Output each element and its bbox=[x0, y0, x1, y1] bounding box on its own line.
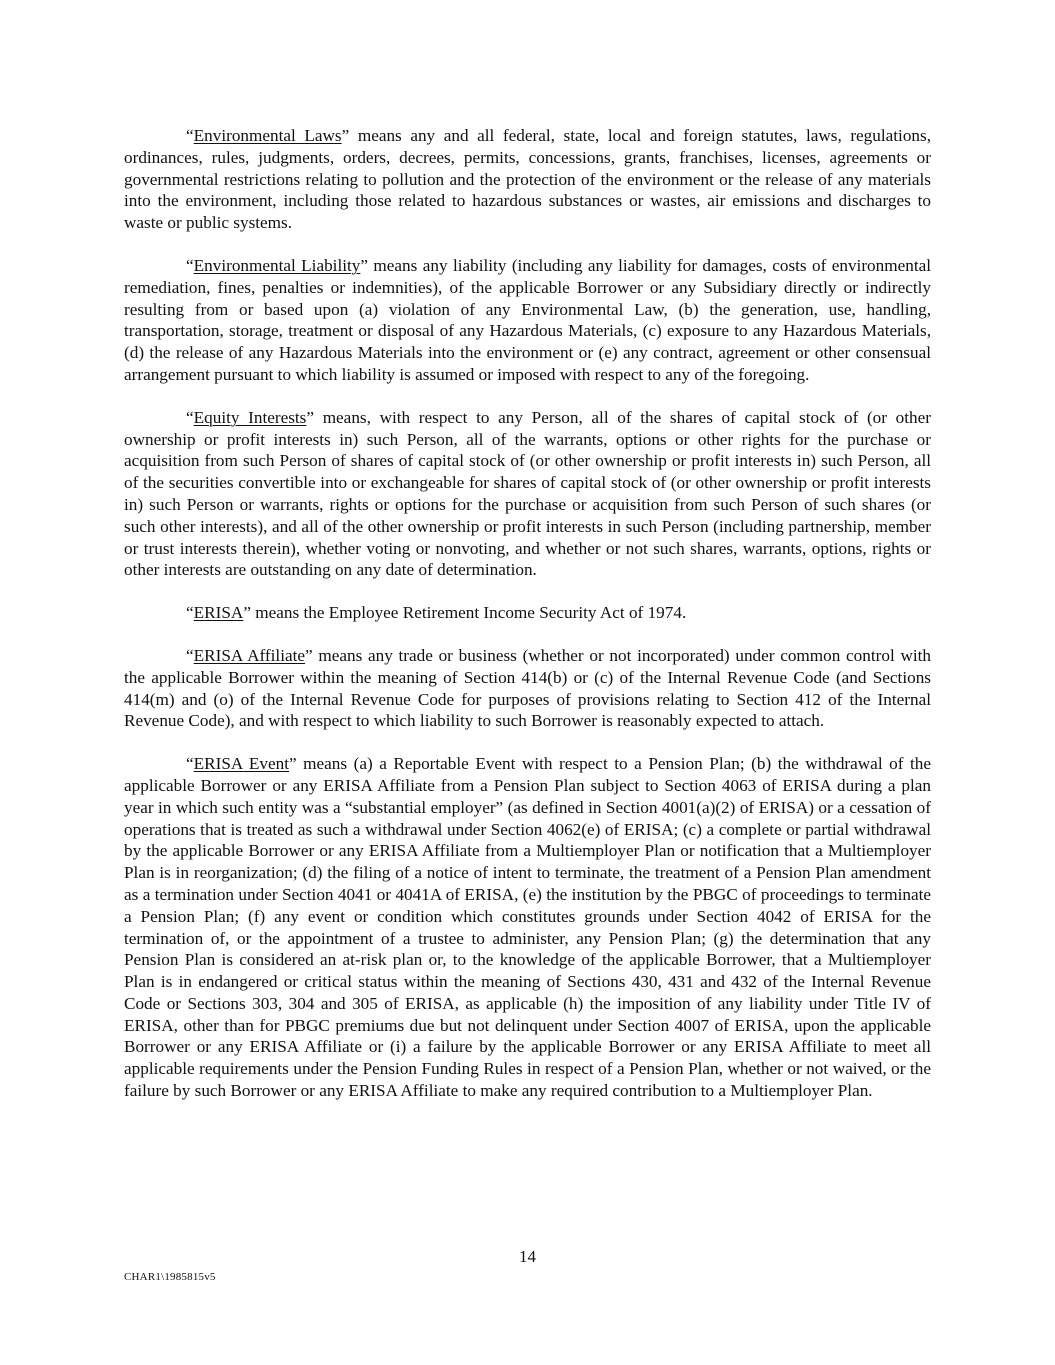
close-quote: ” bbox=[243, 603, 251, 623]
defined-term: Equity Interests bbox=[193, 407, 307, 427]
document-body bbox=[124, 125, 931, 1123]
definition-erisa bbox=[124, 602, 931, 624]
close-quote: ” bbox=[306, 407, 315, 427]
open-quote: “ bbox=[186, 645, 194, 665]
defined-term: Environmental Liability bbox=[193, 255, 361, 275]
defined-term: Environmental Laws bbox=[193, 126, 342, 145]
definition-erisa-event bbox=[124, 753, 931, 1102]
definition-text: means (a) a Reportable Event with respect to a Pension Plan; (b) the withdrawal of the applicable Borrower or any ERISA Affiliate from a Pension Plan subject to Section 4063 of ERISA during a plan year in which such entity was a “substantial employer” (as defined in Section 4001(a)(2) of ERISA) or a cessation of operations that is treated as such a withdrawal under Section 4062(e) of ERISA; (c) a complete or partial withdrawal by the applicable Borrower or any ERISA Affiliate from a Multiemployer Plan or notification that a Multiemployer Plan is in reorganization; (d) the filing of a notice of intent to terminate, the treatment of a Pension Plan amendment as a termination under Section 4041 or 4041A of ERISA, (e) the institution by the PBGC of proceedings to terminate a Pension Plan; (f) any event or condition which constitutes grounds under Section 4042 of ERISA for the termination of, or the appointment of a trustee to administer, any Pension Plan; (g) the determination that any Pension Plan is considered an at-risk plan or, to the knowledge of the applicable Borrower, that a Multiemployer Plan is in endangered or critical status within the meaning of Sections 430, 431 and 432 of the Internal Revenue Code or Sections 303, 304 and 305 of ERISA, as applicable (h) the imposition of any liability under Title IV of ERISA, other than for PBGC premiums due but not delinquent under Section 4007 of ERISA, upon the applicable Borrower or any ERISA Affiliate or (i) a failure by the applicable Borrower or any ERISA Affiliate to meet all applicable requirements under the Pension Funding Rules in respect of a Pension Plan, whether or not waived, or the failure by such Borrower or any ERISA Affiliate to make any required contribution to a Multiemployer Plan. bbox=[124, 754, 931, 1101]
open-quote: “ bbox=[186, 754, 194, 774]
definition-equity-interests bbox=[124, 407, 931, 581]
definition-text: means any liability (including any liability for damages, costs of environmental remediation, fines, penalties or indemnities), of the applicable Borrower or any Subsidiary directly or indirectly resulting from or based upon (a) violation of any Environmental Law, (b) the generation, use, handling, transportation, storage, treatment or disposal of any Hazardous Materials, (c) exposure to any Hazardous Materials, (d) the release of any Hazardous Materials into the environment or (e) any contract, agreement or other consensual arrangement pursuant to which liability is assumed or imposed with respect to any of the foregoing. bbox=[124, 255, 931, 384]
definition-text: means, with respect to any Person, all of the shares of capital stock of (or other ownership or profit interests in) such Person, all of the warrants, options or other rights for the purchase or acquisition from such Person of shares of capital stock of (or other ownership or profit interests in) such Person, all of the securities convertible into or exchangeable for shares of capital stock of (or other ownership or profit interests in) such Person or warrants, rights or options for the purchase or acquisition from such Person of such shares (or such other interests), and all of the other ownership or profit interests in such Person (including partnership, member or trust interests therein), whether voting or nonvoting, and whether or not such shares, warrants, options, rights or other interests are outstanding on any date of determination. bbox=[124, 407, 931, 580]
close-quote: ” bbox=[305, 645, 313, 665]
close-quote: ” bbox=[288, 754, 297, 774]
definition-environmental-laws bbox=[124, 125, 931, 234]
open-quote: “ bbox=[186, 255, 194, 275]
document-id: CHAR1\1985815v5 bbox=[124, 1271, 216, 1283]
definition-text: means the Employee Retirement Income Security Act of 1974. bbox=[250, 603, 687, 623]
open-quote: “ bbox=[186, 407, 194, 427]
page-number: 14 bbox=[519, 1247, 536, 1266]
defined-term: ERISA Affiliate bbox=[193, 645, 306, 665]
close-quote: ” bbox=[360, 255, 369, 275]
definition-text: means any and all federal, state, local and foreign statutes, laws, regulations, ordinances, rules, judgments, orders, decrees, permits, concessions, grants, franchises, licenses, agreements or governmental restrictions relating to pollution and the protection of the environment or the release of any materials into the environment, including those related to hazardous substances or wastes, air emissions and discharges to waste or public systems. bbox=[124, 126, 931, 233]
open-quote: “ bbox=[186, 126, 194, 145]
definition-environmental-liability bbox=[124, 255, 931, 386]
defined-term: ERISA Event bbox=[193, 754, 289, 774]
open-quote: “ bbox=[186, 603, 194, 623]
definition-text: means any trade or business (whether or not incorporated) under common control with the applicable Borrower within the meaning of Section 414(b) or (c) of the Internal Revenue Code (and Sections 414(m) and (o) of the Internal Revenue Code for purposes of provisions relating to Section 412 of the Internal Revenue Code), and with respect to which liability to such Borrower is reasonably expected to attach. bbox=[124, 645, 931, 731]
defined-term: ERISA bbox=[193, 603, 244, 623]
close-quote: ” bbox=[341, 126, 350, 145]
definition-erisa-affiliate bbox=[124, 645, 931, 732]
